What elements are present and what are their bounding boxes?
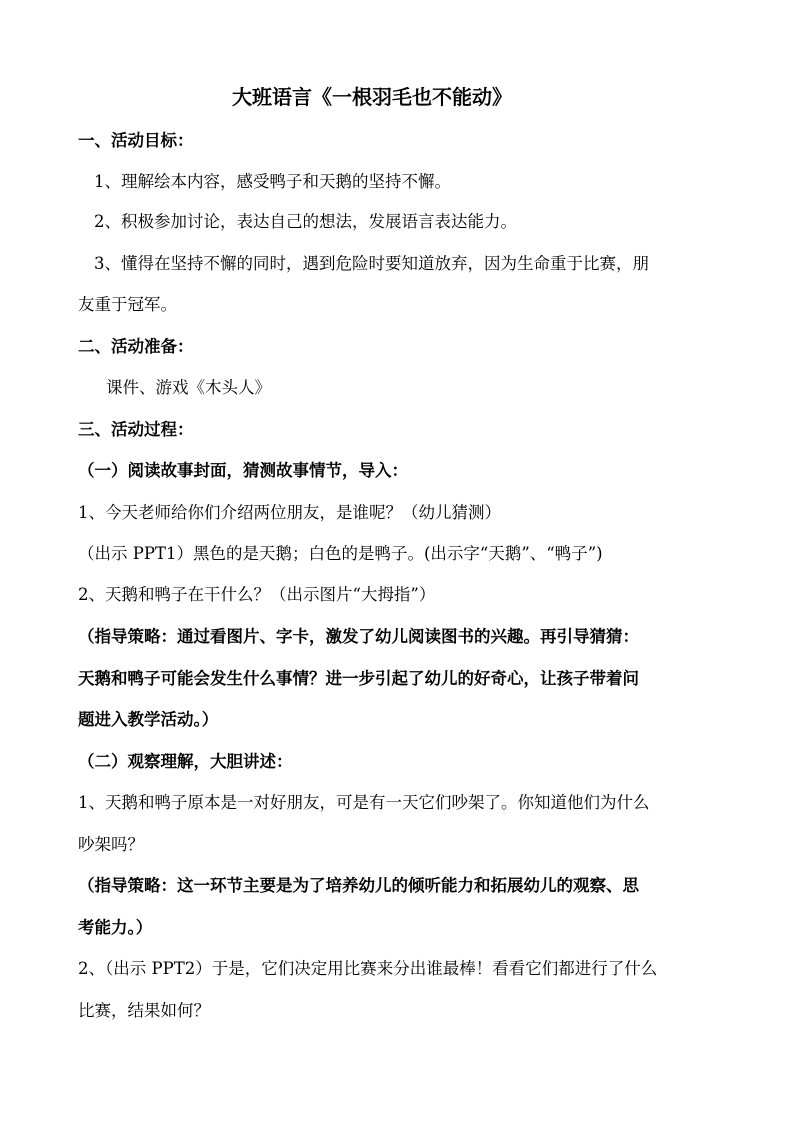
goal-item-3-continued: 友重于冠军。: [78, 295, 177, 314]
strategy-note-2-line-2: 考能力。）: [78, 918, 153, 937]
strategy-note-1-line-2: 天鹅和鸭子可能会发生什么事情？进一步引起了幼儿的好奇心，让孩子带着问: [78, 669, 639, 688]
section-heading-preparation: 二、活动准备：: [78, 337, 194, 356]
goal-item-1: 1、理解绘本内容，感受鸭子和天鹅的坚持不懈。: [94, 172, 451, 191]
goal-item-3: 3、懂得在坚持不懈的同时，遇到危险时要知道放弃，因为生命重于比赛，朋: [94, 254, 649, 273]
section-heading-process: 三、活动过程：: [78, 420, 194, 439]
strategy-note-1-line-3: 题进入教学活动。）: [78, 710, 219, 729]
process-step-2-1: 1、天鹅和鸭子原本是一对好朋友，可是有一天它们吵架了。你知道他们为什么: [78, 793, 650, 812]
process-step-1-1: 1、今天老师给你们介绍两位朋友，是谁呢？（幼儿猜测）: [78, 503, 501, 522]
strategy-note-2-line-1: （指导策略：这一环节主要是为了培养幼儿的倾听能力和拓展幼儿的观察、思: [78, 876, 639, 895]
page-title: 大班语言《一根羽毛也不能动》: [232, 85, 512, 109]
goal-item-2: 2、积极参加讨论，表达自己的想法，发展语言表达能力。: [94, 212, 517, 231]
subsection-heading-2: （二）观察理解，大胆讲述：: [78, 752, 293, 771]
section-heading-goals: 一、活动目标：: [78, 131, 194, 150]
process-step-2-1-continued: 吵架吗？: [78, 835, 144, 854]
process-step-2-2-continued: 比赛，结果如何？: [78, 1001, 210, 1020]
process-step-2-2: 2、（出示 PPT2）于是，它们决定用比赛来分出谁最棒！看看它们都进行了什么: [78, 959, 658, 978]
strategy-note-1-line-1: （指导策略：通过看图片、字卡，激发了幼儿阅读图书的兴趣。再引导猜猜：: [78, 627, 639, 646]
process-step-1-2: 2、天鹅和鸭子在干什么？（出示图片“大拇指”）: [78, 585, 436, 604]
subsection-heading-1: （一）阅读故事封面，猜测故事情节，导入：: [78, 461, 408, 480]
preparation-text: 课件、游戏《木头人》: [106, 378, 271, 397]
process-step-1-note: （出示 PPT1）黑色的是天鹅；白色的是鸭子。(出示字“天鹅”、“鸭子”): [78, 544, 603, 563]
